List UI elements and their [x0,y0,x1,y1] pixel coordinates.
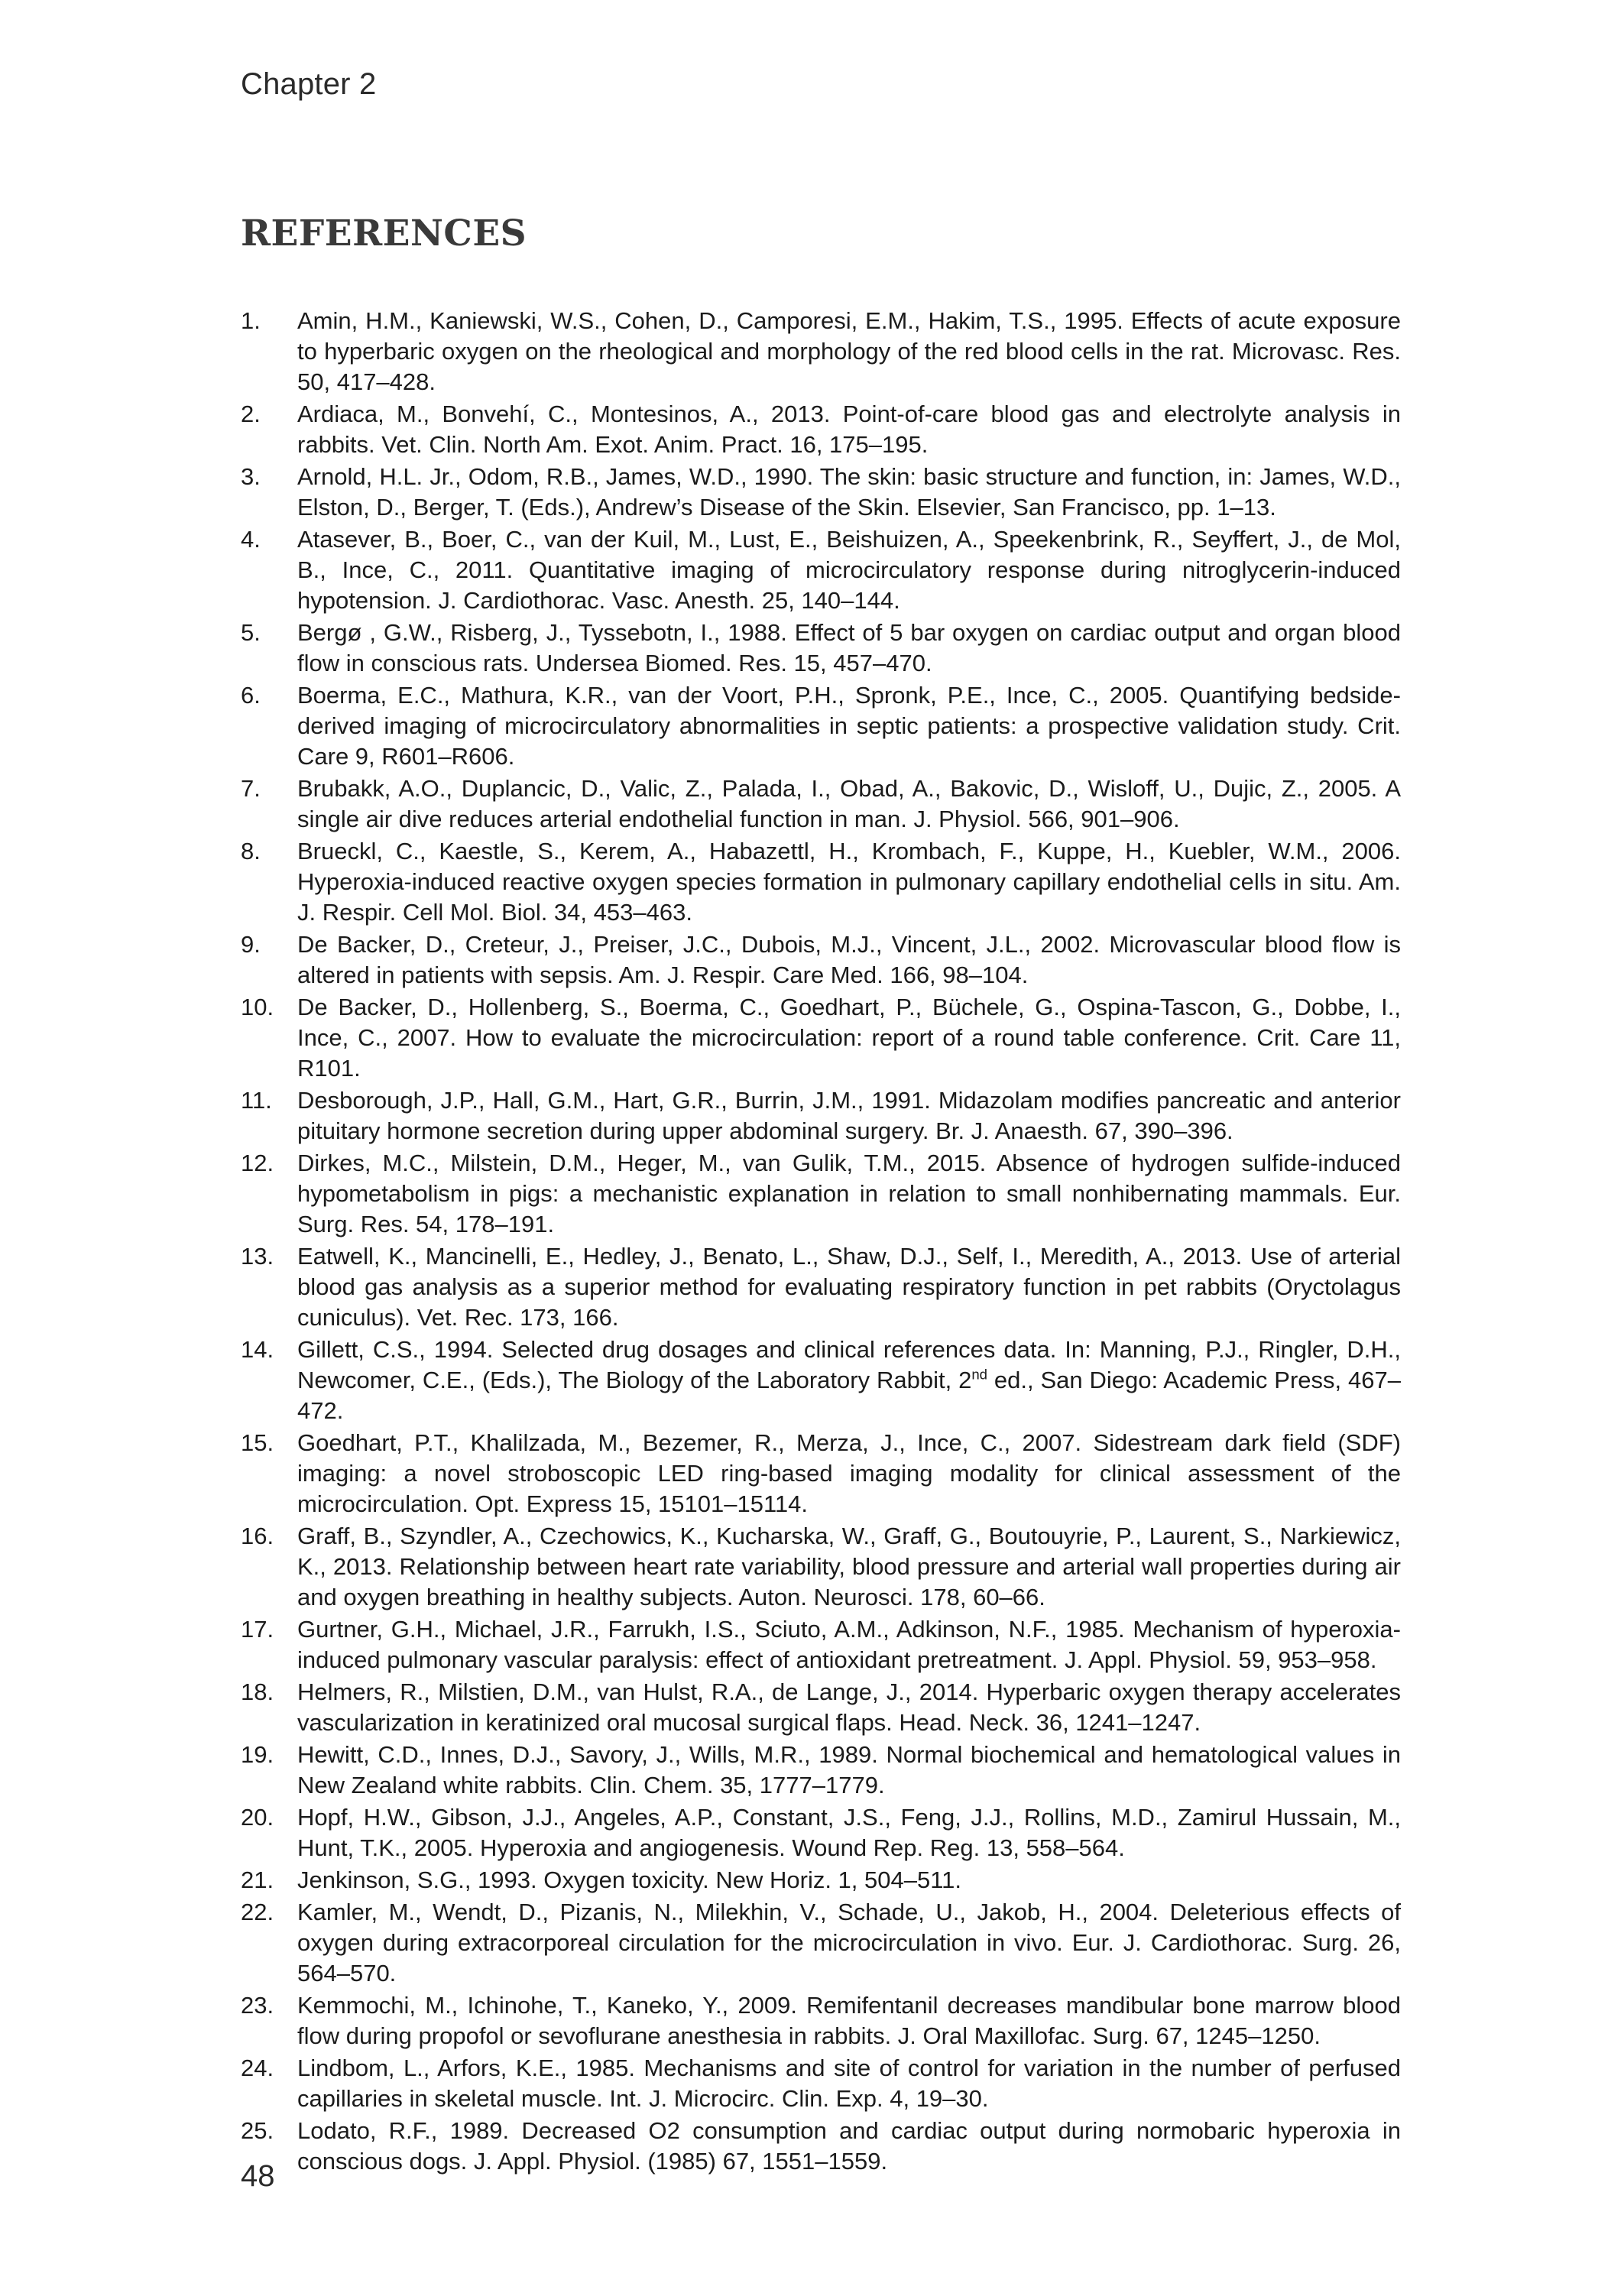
reference-item [241,1521,1401,1613]
reference-number: 12. [241,1150,274,1176]
reference-text: Desborough, J.P., Hall, G.M., Hart, G.R., Burrin, J.M., 1991. Midazolam modifies pancreatic and anterior pituitary hormone secretion during upper abdominal surgery. Br. J. Anaesth. 67, 390–396. [297,1087,1401,1144]
reference-number: 13. [241,1243,274,1270]
reference-item [241,1335,1401,1426]
reference-item [241,774,1401,835]
reference-item [241,1148,1401,1240]
reference-number: 7. [241,775,261,802]
reference-item [241,1428,1401,1519]
reference-text: Arnold, H.L. Jr., Odom, R.B., James, W.D., 1990. The skin: basic structure and function, in: James, W.D., Elston, D., Berger, T. (Eds.), Andrew’s Disease of the Skin. Elsevier, San Francisco, pp. 1–13. [297,463,1401,521]
reference-text: Atasever, B., Boer, C., van der Kuil, M., Lust, E., Beishuizen, A., Speekenbrink, R., Seyffert, J., de Mol, B., Ince, C., 2011. Quantitative imaging of microcirculatory response during nitroglycerin-induced hypotension. J. Cardiothorac. Vasc. Anesth. 25, 140–144. [297,526,1401,614]
reference-number: 1. [241,307,261,334]
reference-text: Hopf, H.W., Gibson, J.J., Angeles, A.P., Constant, J.S., Feng, J.J., Rollins, M.D., Zamirul Hussain, M., Hunt, T.K., 2005. Hyperoxia and angiogenesis. Wound Rep. Reg. 13, 558–564. [297,1804,1401,1861]
reference-text-part: Gillett, C.S., 1994. Selected drug dosages and clinical references data. In: Manning, P.J., Ringler, D.H., Newcomer, C.E., (Eds.), The Biology of the Laboratory Rabbit, 2 [297,1336,1401,1393]
reference-text: Helmers, R., Milstien, D.M., van Hulst, R.A., de Lange, J., 2014. Hyperbaric oxygen therapy accelerates vascularization in keratinized oral mucosal surgical flaps. Head. Neck. 36, 1241–1247. [297,1678,1401,1736]
reference-text: Gurtner, G.H., Michael, J.R., Farrukh, I.S., Sciuto, A.M., Adkinson, N.F., 1985. Mechanism of hyperoxia-induced pulmonary vascular paralysis: effect of antioxidant pretreatment. J. Appl. Physiol. 59, 953–958. [297,1616,1401,1673]
reference-number: 18. [241,1678,274,1705]
reference-item [241,836,1401,928]
reference-text: Brubakk, A.O., Duplancic, D., Valic, Z., Palada, I., Obad, A., Bakovic, D., Wisloff, U., Dujic, Z., 2005. A single air dive reduces arterial endothelial function in man. J. Physiol. 566, 901–906. [297,775,1401,832]
reference-item [241,1897,1401,1989]
reference-text: Bergø , G.W., Risberg, J., Tyssebotn, I., 1988. Effect of 5 bar oxygen on cardiac output and organ blood flow in conscious rats. Undersea Biomed. Res. 15, 457–470. [297,619,1401,676]
section-title: REFERENCES [241,212,527,255]
reference-number: 16. [241,1523,274,1549]
reference-item [241,524,1401,616]
reference-text: Kemmochi, M., Ichinohe, T., Kaneko, Y., 2009. Remifentanil decreases mandibular bone marrow blood flow during propofol or sevoflurane anesthesia in rabbits. J. Oral Maxillofac. Surg. 67, 1245–1250. [297,1992,1401,2049]
reference-item [241,399,1401,460]
reference-item [241,618,1401,679]
reference-number: 23. [241,1992,274,2019]
reference-item [241,1614,1401,1675]
reference-number: 10. [241,994,274,1020]
reference-item [241,1241,1401,1333]
reference-text: Lindbom, L., Arfors, K.E., 1985. Mechanisms and site of control for variation in the number of perfused capillaries in skeletal muscle. Int. J. Microcirc. Clin. Exp. 4, 19–30. [297,2055,1401,2112]
reference-item [241,462,1401,523]
reference-item [241,929,1401,991]
reference-number: 4. [241,526,261,553]
reference-list [241,306,1401,2178]
reference-text: Ardiaca, M., Bonvehí, C., Montesinos, A., 2013. Point-of-care blood gas and electrolyte analysis in rabbits. Vet. Clin. North Am. Exot. Anim. Pract. 16, 175–195. [297,401,1401,458]
reference-text: Dirkes, M.C., Milstein, D.M., Heger, M., van Gulik, T.M., 2015. Absence of hydrogen sulfide-induced hypometabolism in pigs: a mechanistic explanation in relation to small nonhibernating mammals. Eur. Surg. Res. 54, 178–191. [297,1150,1401,1237]
reference-number: 21. [241,1867,274,1893]
reference-text: Brueckl, C., Kaestle, S., Kerem, A., Habazettl, H., Krombach, F., Kuppe, H., Kuebler, W.M., 2006. Hyperoxia-induced reactive oxygen species formation in pulmonary capillary endothelial cells in situ. Am. J. Respir. Cell Mol. Biol. 34, 453–463. [297,838,1401,926]
reference-item [241,680,1401,772]
reference-number: 17. [241,1616,274,1643]
running-head: Chapter 2 [241,67,377,101]
reference-item [241,1677,1401,1738]
reference-item [241,2053,1401,2114]
reference-text: De Backer, D., Creteur, J., Preiser, J.C., Dubois, M.J., Vincent, J.L., 2002. Microvascular blood flow is altered in patients with sepsis. Am. J. Respir. Care Med. 166, 98–104. [297,931,1401,988]
reference-number: 3. [241,463,261,490]
reference-text: Goedhart, P.T., Khalilzada, M., Bezemer, R., Merza, J., Ince, C., 2007. Sidestream dark field (SDF) imaging: a novel stroboscopic LED ring-based imaging modality for clinical assessment of the microcirculation. Opt. Express 15, 15101–15114. [297,1429,1401,1517]
reference-item [241,1990,1401,2051]
reference-text: Hewitt, C.D., Innes, D.J., Savory, J., Wills, M.R., 1989. Normal biochemical and hematological values in New Zealand white rabbits. Clin. Chem. 35, 1777–1779. [297,1741,1401,1798]
reference-number: 19. [241,1741,274,1768]
reference-item [241,1865,1401,1896]
reference-item [241,1740,1401,1801]
reference-number: 25. [241,2117,274,2144]
reference-number: 22. [241,1899,274,1925]
reference-text: Amin, H.M., Kaniewski, W.S., Cohen, D., Camporesi, E.M., Hakim, T.S., 1995. Effects of acute exposure to hyperbaric oxygen on the rheological and morphology of the red blood cells in the rat. Microvasc. Res. 50, 417–428. [297,307,1401,395]
reference-number: 5. [241,619,261,646]
reference-number: 9. [241,931,261,958]
reference-item [241,306,1401,397]
reference-number: 11. [241,1087,272,1114]
reference-item [241,1085,1401,1146]
reference-item [241,992,1401,1084]
reference-number: 8. [241,838,261,864]
reference-text: Lodato, R.F., 1989. Decreased O2 consumption and cardiac output during normobaric hyperoxia in conscious dogs. J. Appl. Physiol. (1985) 67, 1551–1559. [297,2117,1401,2175]
reference-text-part: ed., San Diego: Academic Press, 467–472. [297,1367,1401,1424]
reference-text: Jenkinson, S.G., 1993. Oxygen toxicity. New Horiz. 1, 504–511. [297,1867,962,1893]
reference-text: Kamler, M., Wendt, D., Pizanis, N., Milekhin, V., Schade, U., Jakob, H., 2004. Deleterious effects of oxygen during extracorporeal circulation for the microcirculation in vivo. Eur. J. Cardiothorac. Surg. 26, 564–570. [297,1899,1401,1987]
reference-text [297,1335,1401,1426]
page-number: 48 [241,2159,275,2193]
ordinal-superscript: nd [971,1366,988,1383]
reference-number: 14. [241,1336,274,1363]
reference-text: Graff, B., Szyndler, A., Czechowics, K., Kucharska, W., Graff, G., Boutouyrie, P., Laurent, S., Narkiewicz, K., 2013. Relationship between heart rate variability, blood pressure and arterial wall properties during air and oxygen breathing in healthy subjects. Auton. Neurosci. 178, 60–66. [297,1523,1401,1610]
reference-number: 6. [241,682,261,709]
reference-item [241,2116,1401,2177]
reference-number: 20. [241,1804,274,1831]
reference-text: Boerma, E.C., Mathura, K.R., van der Voort, P.H., Spronk, P.E., Ince, C., 2005. Quantifying bedside-derived imaging of microcirculatory abnormalities in septic patients: a prospective validation study. Crit. Care 9, R601–R606. [297,682,1401,770]
reference-text: De Backer, D., Hollenberg, S., Boerma, C., Goedhart, P., Büchele, G., Ospina-Tascon, G., Dobbe, I., Ince, C., 2007. How to evaluate the microcirculation: report of a round table conference. Crit. Care 11, R101. [297,994,1401,1082]
reference-number: 2. [241,401,261,427]
reference-number: 24. [241,2055,274,2081]
reference-item [241,1802,1401,1863]
reference-text: Eatwell, K., Mancinelli, E., Hedley, J., Benato, L., Shaw, D.J., Self, I., Meredith, A., 2013. Use of arterial blood gas analysis as a superior method for evaluating respiratory function in pet rabbits (Oryctolagus cuniculus). Vet. Rec. 173, 166. [297,1243,1401,1331]
reference-number: 15. [241,1429,274,1456]
